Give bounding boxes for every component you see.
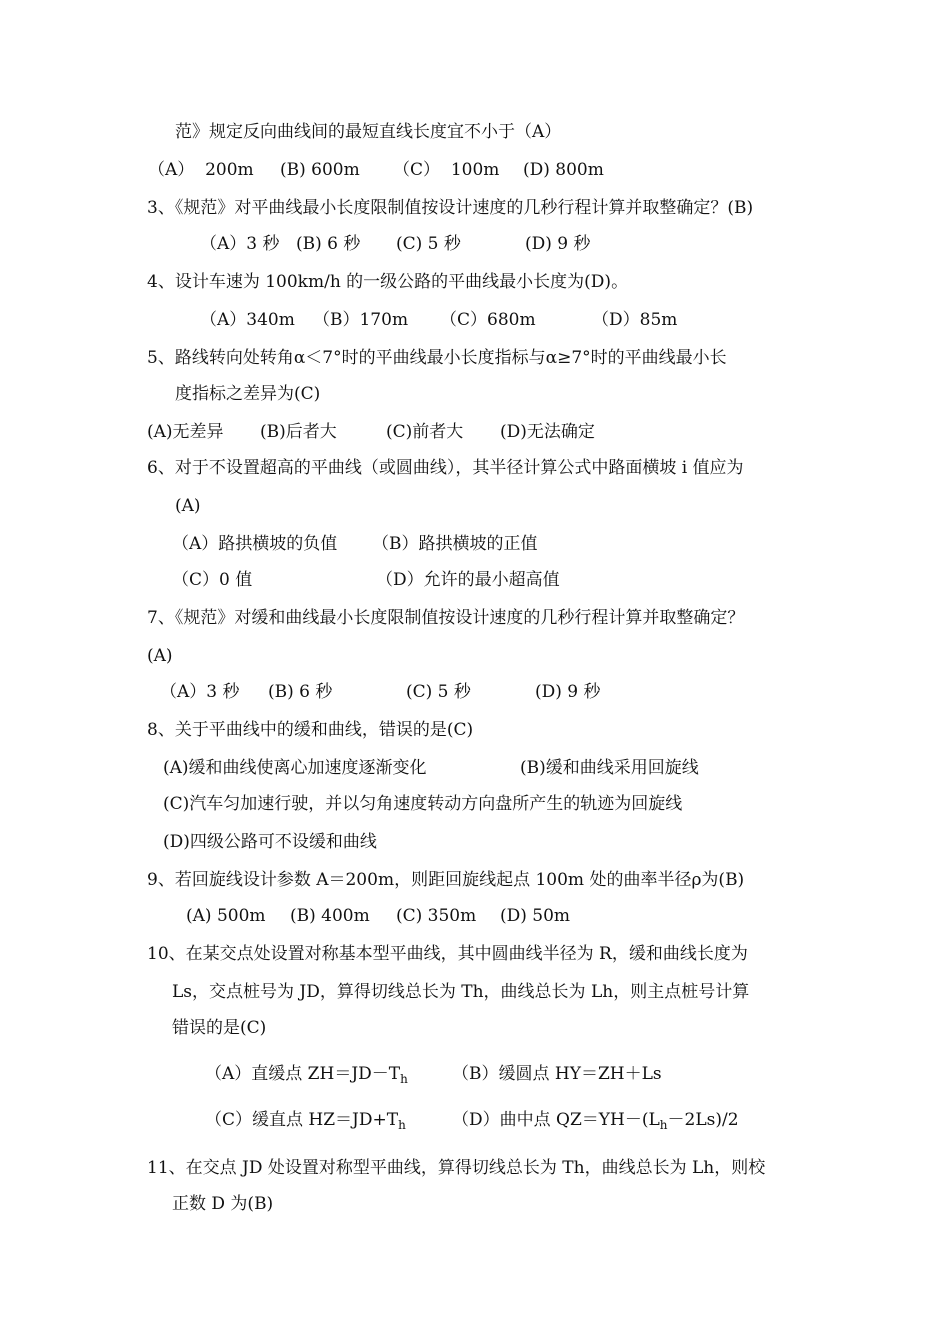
question-5-cont: 度指标之差异为(C) (175, 384, 321, 404)
option-d (452, 1108, 739, 1137)
option-d: (D) 50m (500, 906, 571, 926)
formula-text: －2Ls)/2 (667, 1110, 739, 1130)
option-c: （C）680m (440, 310, 536, 330)
option-c: （C）0 值 (172, 570, 253, 590)
option-a (205, 1062, 408, 1091)
question-7: 7、《规范》对缓和曲线最小长度限制值按设计速度的几秒行程计算并取整确定？ (147, 608, 745, 628)
option-a: (A)无差异 (147, 422, 224, 442)
formula-subscript: h (659, 1118, 668, 1132)
question-11: 11、在交点 JD 处设置对称型平曲线，算得切线总长为 Th，曲线总长为 Lh，则校 (147, 1158, 766, 1178)
question-10-cont: Ls，交点桩号为 JD，算得切线总长为 Th，曲线总长为 Lh，则主点桩号计算 (172, 982, 750, 1002)
formula-subscript: h (400, 1072, 408, 1086)
option-d: (D)无法确定 (500, 422, 595, 442)
text-line: 范》规定反向曲线间的最短直线长度宜不小于（A） (175, 122, 562, 142)
option-c: (C) 5 秒 (406, 682, 471, 702)
formula-subscript: h (398, 1118, 406, 1132)
formula-text: （C）缓直点 HZ＝JD+T (205, 1110, 399, 1130)
question-10: 10、在某交点处设置对称基本型平曲线，其中圆曲线半径为 R，缓和曲线长度为 (147, 944, 748, 964)
option-b: （B）路拱横坡的正值 (372, 534, 538, 554)
question-6-answer: (A) (175, 496, 201, 516)
option-c: （C） 100m (393, 160, 500, 180)
option-d: （D）允许的最小超高值 (376, 570, 560, 590)
option-a: （A）3 秒 (160, 682, 240, 702)
option-b: (B) 6 秒 (268, 682, 333, 702)
option-c: (C) 5 秒 (396, 234, 461, 254)
question-5: 5、路线转向处转角α＜7°时的平曲线最小长度指标与α≥7°时的平曲线最小长 (147, 348, 727, 368)
question-8: 8、关于平曲线中的缓和曲线，错误的是(C) (147, 720, 474, 740)
option-b: （B）缓圆点 HY＝ZH＋Ls (452, 1064, 662, 1084)
option-c (205, 1108, 406, 1137)
formula-text: （D）曲中点 QZ＝YH－(L (452, 1110, 660, 1130)
option-b: (B)后者大 (260, 422, 337, 442)
option-c: (C)汽车匀加速行驶，并以匀角速度转动方向盘所产生的轨迹为回旋线 (163, 794, 683, 814)
option-b: (B) 400m (290, 906, 370, 926)
formula-text: （A）直缓点 ZH＝JD－T (205, 1064, 401, 1084)
option-b: (B) 600m (280, 160, 360, 180)
question-11-cont: 正数 D 为(B) (172, 1194, 274, 1214)
option-b: （B）170m (313, 310, 409, 330)
option-a: （A）340m (200, 310, 295, 330)
question-4: 4、设计车速为 100km/h 的一级公路的平曲线最小长度为(D)。 (147, 272, 629, 292)
option-b: (B)缓和曲线采用回旋线 (520, 758, 699, 778)
option-d: (D) 800m (523, 160, 604, 180)
option-a: （A）路拱横坡的负值 (172, 534, 338, 554)
option-b: (B) 6 秒 (296, 234, 361, 254)
question-7-answer: (A) (147, 646, 173, 666)
option-c: (C) 350m (396, 906, 477, 926)
question-3: 3、《规范》对平曲线最小长度限制值按设计速度的几秒行程计算并取整确定？(B) (147, 198, 754, 218)
question-10-cont: 错误的是(C) (172, 1018, 267, 1038)
question-6: 6、对于不设置超高的平曲线（或圆曲线），其半径计算公式中路面横坡 i 值应为 (147, 458, 744, 478)
option-c: (C)前者大 (386, 422, 464, 442)
option-a: （A） 200m (148, 160, 254, 180)
option-d: (D) 9 秒 (525, 234, 591, 254)
question-9: 9、若回旋线设计参数 A＝200m，则距回旋线起点 100m 处的曲率半径ρ为(B) (147, 870, 745, 890)
option-a: (A) 500m (186, 906, 266, 926)
option-d: (D)四级公路可不设缓和曲线 (163, 832, 377, 852)
option-d: (D) 9 秒 (535, 682, 601, 702)
option-a: (A)缓和曲线使离心加速度逐渐变化 (163, 758, 427, 778)
option-a: （A）3 秒 (200, 234, 280, 254)
option-d: （D）85m (592, 310, 678, 330)
